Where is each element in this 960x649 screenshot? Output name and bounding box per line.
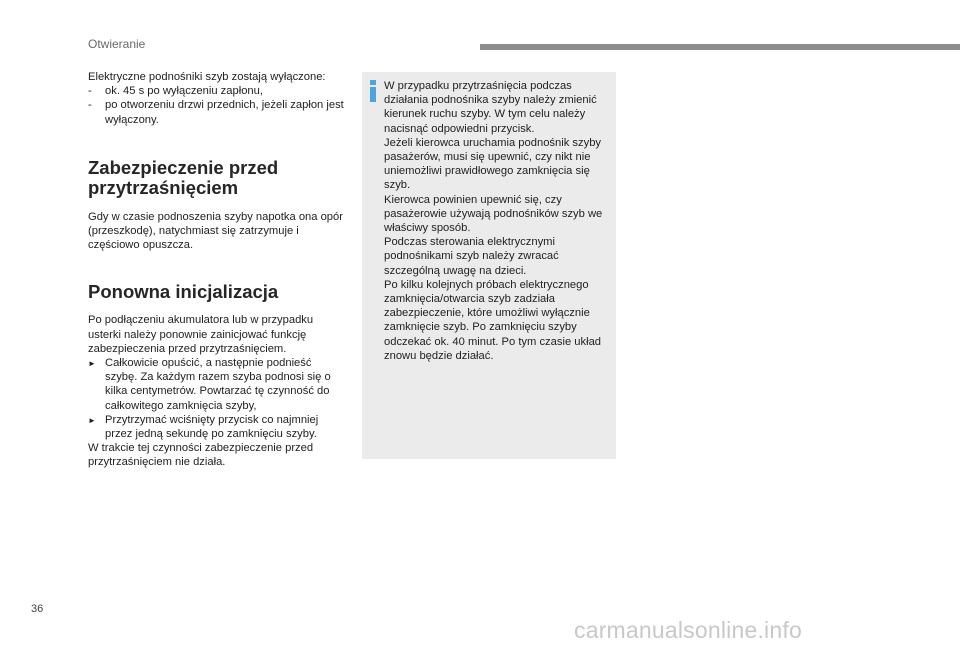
closing-text: W trakcie tej czynności zabezpieczenie przed przytrzaśnięciem nie działa.	[88, 442, 314, 469]
list-item-text: po otworzeniu drzwi przednich, jeżeli zapłon jest wyłączony.	[105, 99, 344, 126]
header-divider-bar	[480, 44, 960, 50]
heading-anti-pinch: Zabezpieczenie przed przytrzaśnięciem	[88, 156, 279, 198]
info-paragraph: W przypadku przytrzaśnięcia podczas działania podnośnika szyby należy zmienić kierunek ruchu szyby. W tym celu należy nacisnąć odpowiedni przycisk.	[384, 80, 597, 135]
step-arrow-icon: ►	[88, 359, 96, 369]
intro-text: Elektryczne podnośniki szyb zostają wyłączone:	[88, 71, 326, 83]
anti-pinch-paragraph: Gdy w czasie podnoszenia szyby napotka ona opór (przeszkodę), natychmiast się zatrzymuje i częściowo opuszcza.	[88, 210, 343, 252]
list-item	[88, 98, 346, 126]
watermark: carmanualsonline.info	[574, 617, 802, 643]
info-paragraph: Jeżeli kierowca uruchamia podnośnik szyby pasażerów, musi się upewnić, czy nikt nie uniemożliwi prawidłowego zamknięcia się szyb.	[384, 136, 602, 192]
reinitialization-paragraph: Po podłączeniu akumulatora lub w przypadku usterki należy ponownie zainicjować funkcję zabezpieczenia przed przytrzaśnięciem.	[88, 314, 314, 355]
list-item-text: ok. 45 s po wyłączeniu zapłonu,	[105, 85, 263, 98]
info-paragraph: Kierowca powinien upewnić się, czy pasażerowie używają podnośników szyb we właściwy sposób.	[384, 193, 603, 235]
step-item	[88, 356, 346, 413]
list-item	[88, 84, 346, 98]
heading-reinitialization: Ponowna inicjalizacja	[88, 281, 279, 303]
info-icon	[369, 80, 377, 102]
step-arrow-icon: ►	[88, 415, 96, 425]
info-box	[362, 72, 616, 459]
step-text: Przytrzymać wciśnięty przycisk co najmniej przez jedną sekundę po zamknięciu szyby.	[105, 413, 319, 441]
dash-marker: -	[88, 85, 92, 98]
step-text: Całkowicie opuścić, a następnie podnieść szybę. Za każdym razem szyba podnosi się o kilka centymetrów. Powtarzać tę czynność do całkowitego zamknięcia szyby,	[105, 357, 331, 412]
section-title: Otwieranie	[88, 37, 146, 51]
info-paragraph: Podczas sterowania elektrycznymi podnośnikami szyb należy zwracać szczególną uwagę na dzieci.	[384, 236, 559, 277]
left-column	[88, 70, 346, 470]
page-number: 36	[31, 603, 44, 615]
step-item	[88, 413, 346, 441]
info-text	[384, 79, 612, 363]
info-paragraph: Po kilku kolejnych próbach elektrycznego zamknięcia/otwarcia szyb zadziała zabezpieczenie, które umożliwi wyłącznie zamknięcie szyb. Po zamknięciu szyby odczekać ok. 40 minut. Po tym czasie układ znowu będzie działać.	[384, 278, 602, 362]
dash-marker: -	[88, 99, 92, 112]
